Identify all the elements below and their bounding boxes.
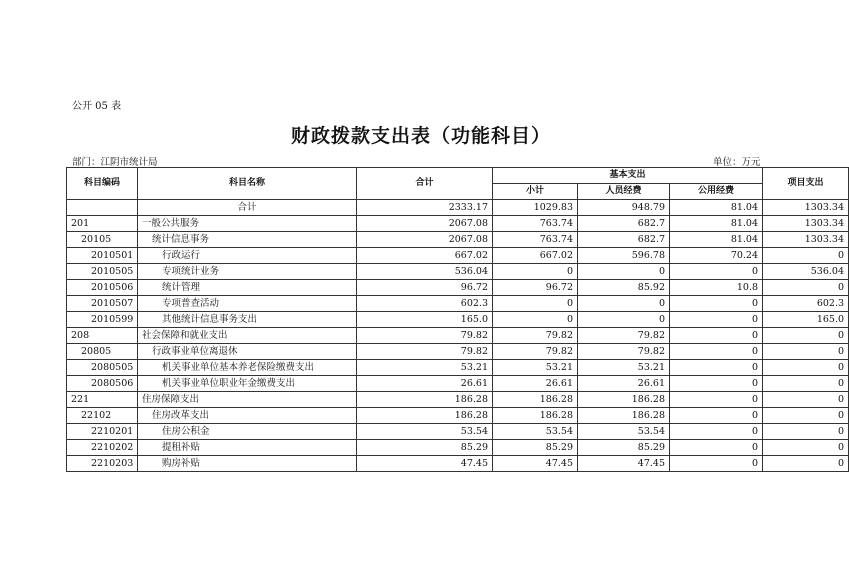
- row-code: 2010505: [67, 264, 138, 280]
- row-code: 221: [67, 392, 138, 408]
- row-name: 社会保障和就业支出: [138, 328, 357, 344]
- row-subtotal: 85.29: [493, 440, 578, 456]
- row-total: 602.3: [357, 296, 493, 312]
- expenditure-table: [66, 167, 849, 472]
- row-personnel: 85.29: [578, 440, 670, 456]
- total-row-personnel: 948.79: [578, 200, 670, 216]
- row-public: 0: [670, 264, 763, 280]
- row-code: 2010506: [67, 280, 138, 296]
- row-name: 统计管理: [138, 280, 357, 296]
- row-name: 统计信息事务: [138, 232, 357, 248]
- row-personnel: 186.28: [578, 408, 670, 424]
- header-public: 公用经费: [670, 184, 763, 200]
- row-personnel: 79.82: [578, 344, 670, 360]
- row-public: 0: [670, 392, 763, 408]
- total-row: [67, 200, 849, 216]
- row-project: 0: [763, 248, 849, 264]
- row-personnel: 53.21: [578, 360, 670, 376]
- total-row-public: 81.04: [670, 200, 763, 216]
- row-project: 0: [763, 344, 849, 360]
- total-row-code: [67, 200, 138, 216]
- row-public: 0: [670, 328, 763, 344]
- row-total: 186.28: [357, 408, 493, 424]
- row-public: 10.8: [670, 280, 763, 296]
- row-personnel: 79.82: [578, 328, 670, 344]
- header-total: 合计: [357, 168, 493, 200]
- row-code: 2080505: [67, 360, 138, 376]
- header-personnel: 人员经费: [578, 184, 670, 200]
- table-row: [67, 360, 849, 376]
- row-name: 其他统计信息事务支出: [138, 312, 357, 328]
- row-personnel: 0: [578, 296, 670, 312]
- row-total: 2067.08: [357, 232, 493, 248]
- row-public: 0: [670, 456, 763, 472]
- row-public: 81.04: [670, 216, 763, 232]
- row-code: 2010507: [67, 296, 138, 312]
- row-code: 2010599: [67, 312, 138, 328]
- table-row: [67, 344, 849, 360]
- row-public: 0: [670, 344, 763, 360]
- row-total: 79.82: [357, 328, 493, 344]
- row-personnel: 0: [578, 264, 670, 280]
- total-row-label: 合计: [138, 200, 357, 216]
- row-name: 机关事业单位职业年金缴费支出: [138, 376, 357, 392]
- row-total: 186.28: [357, 392, 493, 408]
- row-public: 0: [670, 376, 763, 392]
- row-project: 0: [763, 392, 849, 408]
- table-row: [67, 296, 849, 312]
- row-subtotal: 763.74: [493, 216, 578, 232]
- row-name: 一般公共服务: [138, 216, 357, 232]
- page-title: 财政拨款支出表（功能科目）: [290, 125, 551, 147]
- row-code: 20805: [67, 344, 138, 360]
- table-row: [67, 264, 849, 280]
- row-code: 2010501: [67, 248, 138, 264]
- row-subtotal: 0: [493, 312, 578, 328]
- row-subtotal: 186.28: [493, 392, 578, 408]
- row-name: 提租补贴: [138, 440, 357, 456]
- row-total: 53.54: [357, 424, 493, 440]
- table-row: [67, 424, 849, 440]
- row-subtotal: 96.72: [493, 280, 578, 296]
- row-subtotal: 47.45: [493, 456, 578, 472]
- table-row: [67, 408, 849, 424]
- row-name: 购房补贴: [138, 456, 357, 472]
- row-name: 专项统计业务: [138, 264, 357, 280]
- row-public: 0: [670, 296, 763, 312]
- table-number-label: 公开 05 表: [72, 101, 122, 112]
- table-row: [67, 456, 849, 472]
- row-project: 0: [763, 408, 849, 424]
- row-subtotal: 79.82: [493, 328, 578, 344]
- row-personnel: 85.92: [578, 280, 670, 296]
- row-project: 0: [763, 440, 849, 456]
- row-project: 0: [763, 424, 849, 440]
- row-code: 20105: [67, 232, 138, 248]
- row-name: 行政运行: [138, 248, 357, 264]
- header-subtotal: 小计: [493, 184, 578, 200]
- row-public: 70.24: [670, 248, 763, 264]
- row-project: 602.3: [763, 296, 849, 312]
- row-personnel: 186.28: [578, 392, 670, 408]
- row-total: 26.61: [357, 376, 493, 392]
- total-row-project: 1303.34: [763, 200, 849, 216]
- row-code: 2210201: [67, 424, 138, 440]
- row-subtotal: 0: [493, 264, 578, 280]
- unit-label: 单位：万元: [713, 157, 761, 168]
- row-subtotal: 763.74: [493, 232, 578, 248]
- row-total: 96.72: [357, 280, 493, 296]
- row-name: 住房公积金: [138, 424, 357, 440]
- row-total: 47.45: [357, 456, 493, 472]
- table-row: [67, 312, 849, 328]
- table-row: [67, 376, 849, 392]
- row-name: 行政事业单位离退休: [138, 344, 357, 360]
- row-subtotal: 26.61: [493, 376, 578, 392]
- row-public: 0: [670, 360, 763, 376]
- row-subtotal: 667.02: [493, 248, 578, 264]
- row-project: 0: [763, 376, 849, 392]
- row-personnel: 682.7: [578, 216, 670, 232]
- row-total: 667.02: [357, 248, 493, 264]
- row-name: 专项普查活动: [138, 296, 357, 312]
- row-code: 208: [67, 328, 138, 344]
- table-row: [67, 280, 849, 296]
- row-total: 53.21: [357, 360, 493, 376]
- row-code: 2080506: [67, 376, 138, 392]
- row-personnel: 26.61: [578, 376, 670, 392]
- row-project: 165.0: [763, 312, 849, 328]
- table-row: [67, 328, 849, 344]
- table-row: [67, 232, 849, 248]
- row-project: 0: [763, 280, 849, 296]
- row-code: 2210203: [67, 456, 138, 472]
- header-basic: 基本支出: [493, 168, 763, 184]
- row-subtotal: 53.21: [493, 360, 578, 376]
- row-subtotal: 0: [493, 296, 578, 312]
- row-public: 81.04: [670, 232, 763, 248]
- table-row: [67, 440, 849, 456]
- row-total: 85.29: [357, 440, 493, 456]
- row-project: 536.04: [763, 264, 849, 280]
- row-total: 2067.08: [357, 216, 493, 232]
- row-personnel: 596.78: [578, 248, 670, 264]
- row-project: 0: [763, 456, 849, 472]
- row-public: 0: [670, 408, 763, 424]
- row-name: 住房改革支出: [138, 408, 357, 424]
- header-name: 科目名称: [138, 168, 357, 200]
- row-personnel: 47.45: [578, 456, 670, 472]
- row-public: 0: [670, 440, 763, 456]
- row-code: 22102: [67, 408, 138, 424]
- row-total: 79.82: [357, 344, 493, 360]
- row-personnel: 53.54: [578, 424, 670, 440]
- row-subtotal: 186.28: [493, 408, 578, 424]
- table-row: [67, 216, 849, 232]
- row-name: 住房保障支出: [138, 392, 357, 408]
- total-row-total: 2333.17: [357, 200, 493, 216]
- row-project: 0: [763, 360, 849, 376]
- header-code: 科目编码: [67, 168, 138, 200]
- row-code: 2210202: [67, 440, 138, 456]
- row-project: 0: [763, 328, 849, 344]
- row-public: 0: [670, 312, 763, 328]
- row-total: 165.0: [357, 312, 493, 328]
- row-code: 201: [67, 216, 138, 232]
- total-row-subtotal: 1029.83: [493, 200, 578, 216]
- row-name: 机关事业单位基本养老保险缴费支出: [138, 360, 357, 376]
- row-subtotal: 53.54: [493, 424, 578, 440]
- table-row: [67, 248, 849, 264]
- row-public: 0: [670, 424, 763, 440]
- row-project: 1303.34: [763, 216, 849, 232]
- row-personnel: 682.7: [578, 232, 670, 248]
- row-project: 1303.34: [763, 232, 849, 248]
- header-project: 项目支出: [763, 168, 849, 200]
- row-personnel: 0: [578, 312, 670, 328]
- row-total: 536.04: [357, 264, 493, 280]
- row-subtotal: 79.82: [493, 344, 578, 360]
- table-row: [67, 392, 849, 408]
- department-label: 部门：江阴市统计局: [72, 157, 158, 168]
